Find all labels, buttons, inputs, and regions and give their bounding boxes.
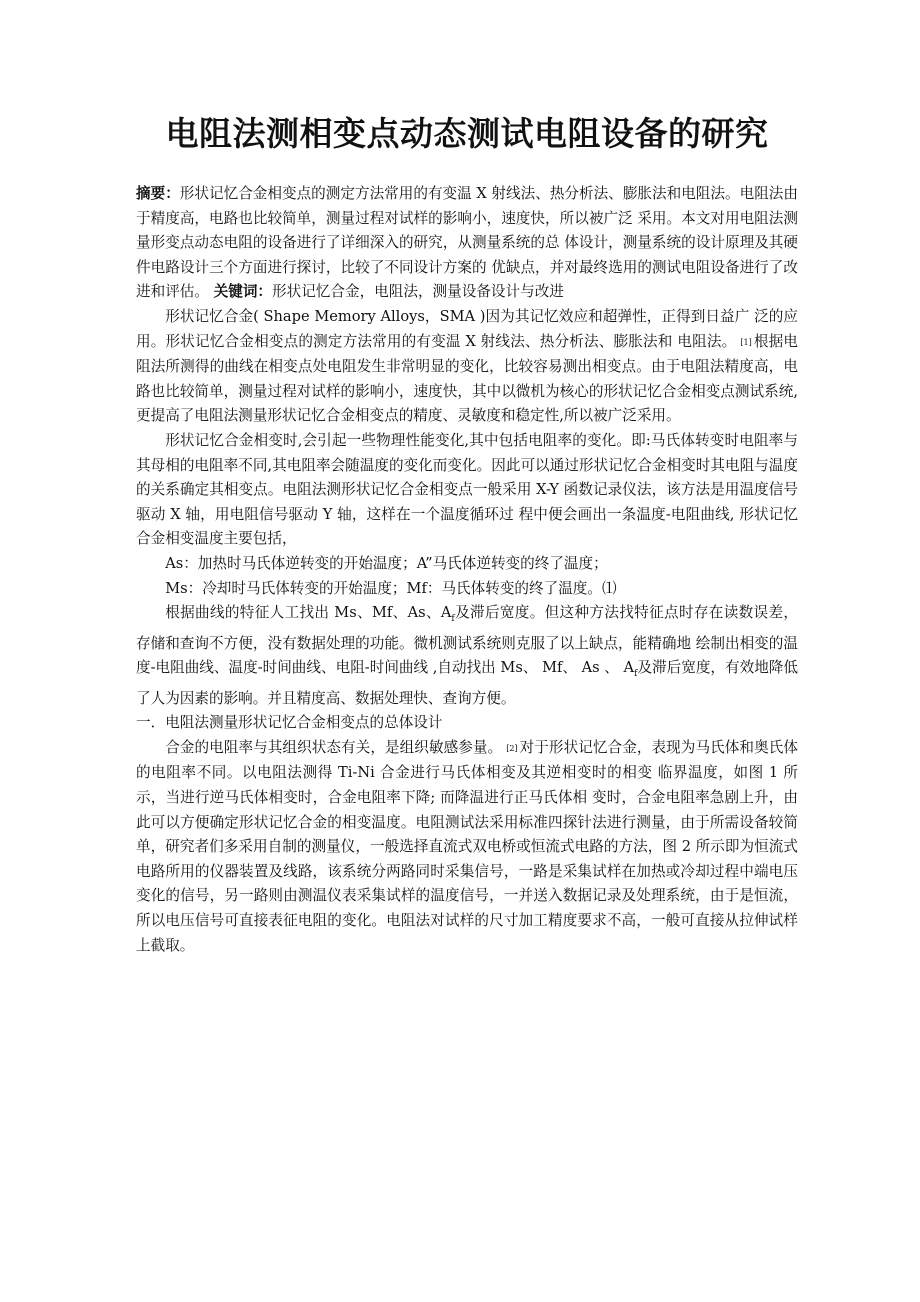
design-text-a: 合金的电阻率与其组织状态有关，是组织敏感参量。 — [165, 738, 503, 756]
keywords-label: 关键词： — [213, 283, 273, 301]
section-heading-1: 一．电阻法测量形状记忆合金相变点的总体设计 — [136, 714, 443, 732]
curve-text-b: 及滞后宽度。但这种方法找特征点时存在读数误差，存储和查询不方便，没有数据处理的功能。微机测试系统则克服了以上缺点，能精确地 绘制出相变的温度-电阻曲线、温度-时间曲线、电阻-时间曲线 ,自动找出 Ms、 Mf、 As 、 A — [136, 604, 798, 677]
curve-text-a: 根据曲线的特征人工找出 Ms、Mf、As、A — [165, 604, 452, 622]
keywords-text: 形状记忆合金，电阻法，测量设备设计与改进 — [272, 283, 564, 301]
paragraph-ms-definition: Ms：冷却时马氏体转变的开始温度；Mf：马氏体转变的终了温度。⑴ — [165, 579, 617, 597]
intro-text-a: 形状记忆合金( Shape Memory Alloys，SMA )因为其记忆效应和超弹性，正得到日益广 泛的应用。形状记忆合金相变点的测定方法常用的有变温 X 射线法、热分析法、膨胀法和 电阻法。 — [136, 307, 798, 350]
abstract-paragraph — [136, 182, 798, 305]
paragraph-as-definition: As：加热时马氏体逆转变的开始温度；A”马氏体逆转变的终了温度； — [165, 554, 608, 572]
page-title: 电阻法测相变点动态测试电阻设备的研究 — [165, 114, 769, 153]
design-text-b: 对于形状记忆合金，表现为马氏体和奥氏体的电阻率不同。以电阻法测得 Ti-Ni 合金进行马氏体相变及其逆相变时的相变 临界温度，如图 1 所示，当进行逆马氏体相变时，合金电阻率下降; 而降温进行正马氏体相 变时，合金电阻率急剧上升，由此可以方便确定形状记忆合金的相变温度。电阻测试法采用标准四探针法进行测量，由于所需设备较简单，研究者们多采用自制的测量仪，一般选择直流式双电桥或恒流式电路的方法，图 2 所示即为恒流式电路所用的仪器装置及线路，该系统分两路同时采集信号，一路是采集试样在加热或冷却过程中端电压变化的信号，另一路则由测温仪表采集试样的温度信号，一并送入数据记录及处理系统，由于是恒流，所以电压信号可直接表征电阻的变化。电阻法对试样的尺寸加工精度要求不高，一般可直接从拉伸试样上截取。 — [136, 738, 798, 954]
citation-ref-2: [2] — [506, 743, 518, 753]
paragraph-curve-features — [136, 601, 798, 711]
paragraph-design — [136, 736, 798, 958]
subscript-f-2: f — [634, 669, 638, 680]
intro-text-b: 根据电阻法所测得的曲线在相变点处电阻发生非常明显的变化，比较容易测出相变点。由于电阻法精度高，电路也比较简单，测量过程对试样的影响小，速度快，其中以微机为核心的形状记忆合金相变点测试系统,更提高了电阻法测量形状记忆合金相变点的精度、灵敏度和稳定性,所以被广泛采用。 — [136, 332, 798, 425]
subscript-f: f — [451, 614, 455, 624]
paragraph-phase-change: 形状记忆合金相变时,会引起一些物理性能变化,其中包括电阻率的变化。即:马氏体转变时电阻率与其母相的电阻率不同,其电阻率会随温度的变化而变化。因此可以通过形状记忆合金相变时其电阻与温度的关系确定其相变点。电阻法测形状记忆合金相变点一般采用 X-Y 函数记录仪法，该方法是用温度信号驱动 X 轴，用电阻信号驱动 Y 轴，这样在一个温度循环过 程中便会画出一条温度-电阻曲线, 形状记忆合金相变温度主要包括， — [136, 431, 798, 548]
document-body — [136, 182, 798, 958]
curve-text-c: 及滞后宽度，有效地降低了人为因素的影响。并且精度高、数据处理快、查询方便。 — [136, 659, 798, 707]
abstract-label: 摘要： — [136, 185, 180, 202]
citation-ref-1: [1] — [740, 337, 752, 347]
abstract-text: 形状记忆合金相变点的测定方法常用的有变温 X 射线法、热分析法、膨胀法和电阻法。电阻法由于精度高，电路也比较简单，测量过程对试样的影响小，速度快，所以被广泛 采用。本文对用电阻法测量形变点动态电阻的设备进行了详细深入的研究，从测量系统的总 体设计，测量系统的设计原理及其硬件电路设计三个方面进行探讨，比较了不同设计方案的 优缺点，并对最终选用的测试电阻设备进行了改进和评估。 — [136, 185, 798, 301]
paragraph-intro — [136, 305, 798, 429]
